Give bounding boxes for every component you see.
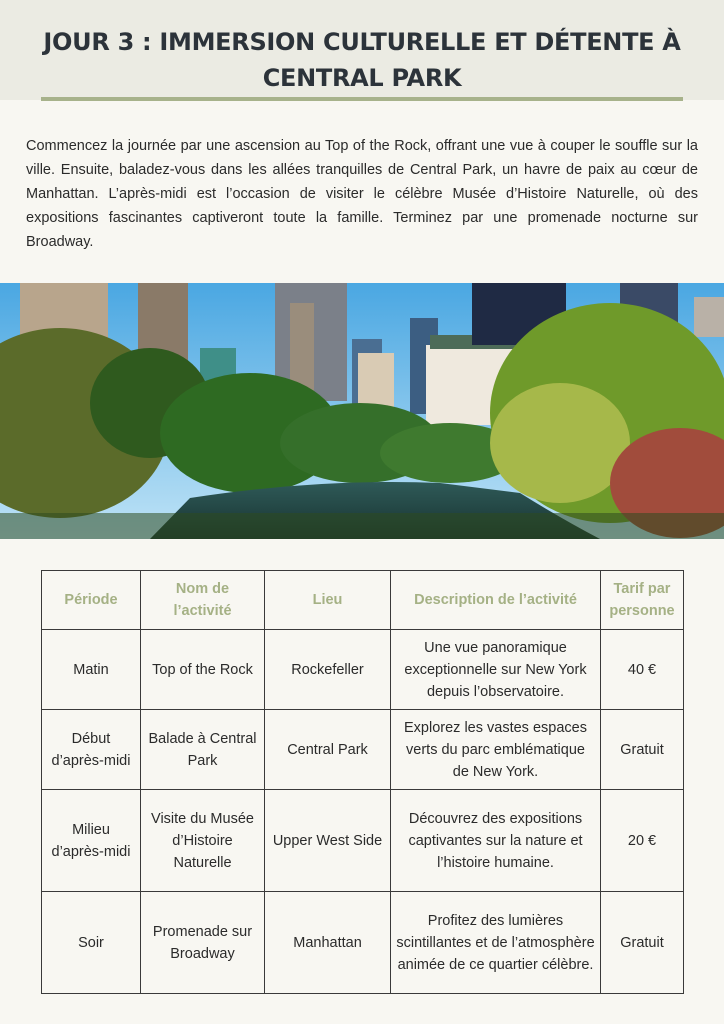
title-underline bbox=[41, 97, 683, 101]
cell-tarif: Gratuit bbox=[601, 710, 684, 790]
header-description: Description de l’activité bbox=[391, 571, 601, 630]
central-park-skyline-photo bbox=[0, 283, 724, 539]
header-periode: Période bbox=[42, 571, 141, 630]
cell-tarif: 20 € bbox=[601, 790, 684, 892]
cell-activite: Promenade sur Broadway bbox=[141, 892, 265, 994]
table-row bbox=[42, 892, 684, 994]
cell-description: Découvrez des expositions captivantes sur la nature et l’histoire humaine. bbox=[391, 790, 601, 892]
cell-lieu: Manhattan bbox=[265, 892, 391, 994]
cell-activite: Balade à Central Park bbox=[141, 710, 265, 790]
header-tarif: Tarif par personne bbox=[601, 571, 684, 630]
table-row bbox=[42, 790, 684, 892]
cell-description: Profitez des lumières scintillantes et de l’atmosphère animée de ce quartier célèbre. bbox=[391, 892, 601, 994]
cell-description: Une vue panoramique exceptionnelle sur New York depuis l’observatoire. bbox=[391, 630, 601, 710]
header-lieu: Lieu bbox=[265, 571, 391, 630]
cell-tarif: 40 € bbox=[601, 630, 684, 710]
intro-paragraph: Commencez la journée par une ascension au Top of the Rock, offrant une vue à couper le souffle sur la ville. Ensuite, baladez-vous dans les allées tranquilles de Central Park, un havre de paix au cœur de Manhattan. L’après-midi est l’occasion de visiter le célèbre Musée d’Histoire Naturelle, où des expositions fascinantes captiveront toute la famille. Terminez par une promenade nocturne sur Broadway. bbox=[26, 138, 698, 250]
header-nom-activite: Nom de l’activité bbox=[141, 571, 265, 630]
cell-periode: Matin bbox=[42, 630, 141, 710]
cell-periode: Soir bbox=[42, 892, 141, 994]
page-title: JOUR 3 : IMMERSION CULTURELLE ET DÉTENTE À CENTRAL PARK bbox=[43, 28, 681, 92]
cell-lieu: Upper West Side bbox=[265, 790, 391, 892]
table-header-row bbox=[42, 571, 684, 630]
cell-lieu: Central Park bbox=[265, 710, 391, 790]
activities-table bbox=[41, 570, 684, 994]
cell-lieu: Rockefeller bbox=[265, 630, 391, 710]
cell-activite: Top of the Rock bbox=[141, 630, 265, 710]
cell-periode: Milieu d’après-midi bbox=[42, 790, 141, 892]
cell-description: Explorez les vastes espaces verts du parc emblématique de New York. bbox=[391, 710, 601, 790]
table-row bbox=[42, 710, 684, 790]
central-park-photo bbox=[0, 283, 724, 539]
table-row bbox=[42, 630, 684, 710]
cell-activite: Visite du Musée d’Histoire Naturelle bbox=[141, 790, 265, 892]
cell-periode: Début d’après-midi bbox=[42, 710, 141, 790]
cell-tarif: Gratuit bbox=[601, 892, 684, 994]
